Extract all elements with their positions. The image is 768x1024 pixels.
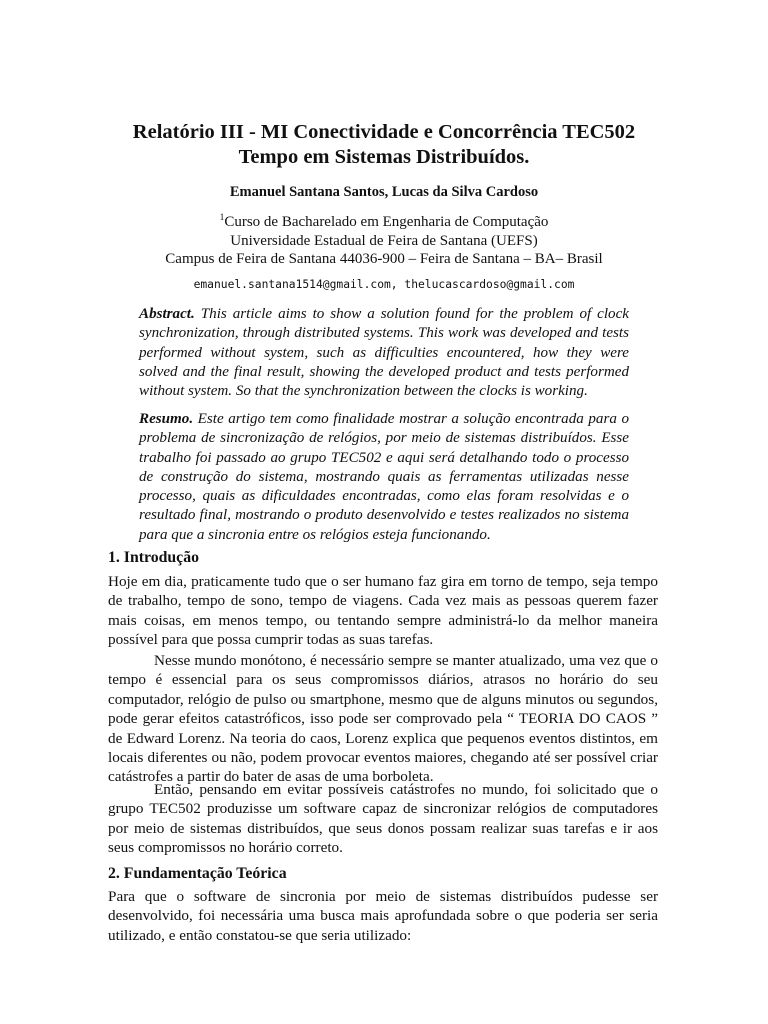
author-emails: emanuel.santana1514@gmail.com, thelucascardoso@gmail.com	[193, 278, 575, 291]
intro-paragraph-1: Hoje em dia, praticamente tudo que o ser humano faz gira em torno de tempo, seja tempo de trabalho, tempo de sono, tempo de viagens. Cada vez mais as pessoas querem fazer mais coisas, em menos tempo, ou tentando sempre administrá-lo da melhor maneira possível para que possa cumprir todas as suas tarefas.	[108, 573, 658, 649]
abstract-label: Abstract.	[139, 306, 195, 322]
resumo-label: Resumo.	[139, 411, 194, 427]
section-heading-introduction: 1. Introdução	[108, 549, 199, 566]
paper-title	[0, 120, 768, 170]
affiliation	[0, 213, 768, 269]
intro-paragraph-3: Então, pensando em evitar possíveis catástrofes no mundo, foi solicitado que o grupo TEC502 produzisse um software capaz de sincronizar relógios de computadores por meio de sistemas distribuídos, que seus donos possam realizar suas tarefas e ir aos seus compromissos no horário correto.	[108, 781, 658, 857]
theory-paragraph-1: Para que o software de sincronia por meio de sistemas distribuídos pudesse ser desenvolvido, foi necessária uma busca mais aprofundada sobre o que poderia ser seria utilizado, e então constatou-se que seria utilizado:	[108, 888, 658, 944]
abstract-english	[139, 305, 629, 401]
affiliation-line-1	[0, 213, 768, 232]
intro-paragraph-2: Nesse mundo monótono, é necessário sempre se manter atualizado, uma vez que o tempo é essencial para os seus compromissos diários, atrasos no horário do seu computador, relógio de pulso ou smartphone, mesmo que de alguns minutos ou segundos, pode gerar efeitos catastróficos, isso pode ser comprovado pela “ TEORIA DO CAOS ” de Edward Lorenz. Na teoria do caos, Lorenz explica que pequenos eventos distintos, em locais diferentes ou não, podem provocar eventos maiores, chegando até ser possível criar catástrofes a partir do bater de asas de uma borboleta.	[108, 652, 658, 786]
affiliation-line-2: Universidade Estadual de Feira de Santana (UEFS)	[230, 232, 538, 249]
abstract-text: This article aims to show a solution found for the problem of clock synchronization, through distributed systems. This work was developed and tests performed without system, such as difficulties encountered, how they were solved and the final result, showing the developed product and tests performed without system. So that the synchronization between the clocks is working.	[139, 306, 629, 400]
section-heading-theory: 2. Fundamentação Teórica	[108, 865, 287, 882]
resumo-text: Este artigo tem como finalidade mostrar a solução encontrada para o problema de sincronização de relógios, por meio de sistemas distribuídos. Esse trabalho foi passado ao grupo TEC502 e aqui será detalhando todo o processo de construção do sistema, mostrando quais as ferramentas utilizadas nesse processo, quais as dificuldades encontradas, como elas foram resolvidas e o resultado final, mostrando o produto desenvolvido e testes realizados no sistema para que a sincronia entre os relógios esteja funcionando.	[139, 411, 629, 543]
author-list: Emanuel Santana Santos, Lucas da Silva Cardoso	[229, 184, 539, 200]
title-line-2: Tempo em Sistemas Distribuídos.	[238, 146, 530, 168]
affiliation-superscript: 1	[219, 213, 225, 223]
affiliation-course: Curso de Bacharelado em Engenharia de Computação	[224, 214, 549, 230]
abstract-portuguese	[139, 410, 629, 545]
affiliation-line-3: Campus de Feira de Santana 44036-900 – Feira de Santana – BA– Brasil	[165, 251, 603, 267]
title-line-1: Relatório III - MI Conectividade e Concorrência TEC502	[132, 121, 636, 143]
